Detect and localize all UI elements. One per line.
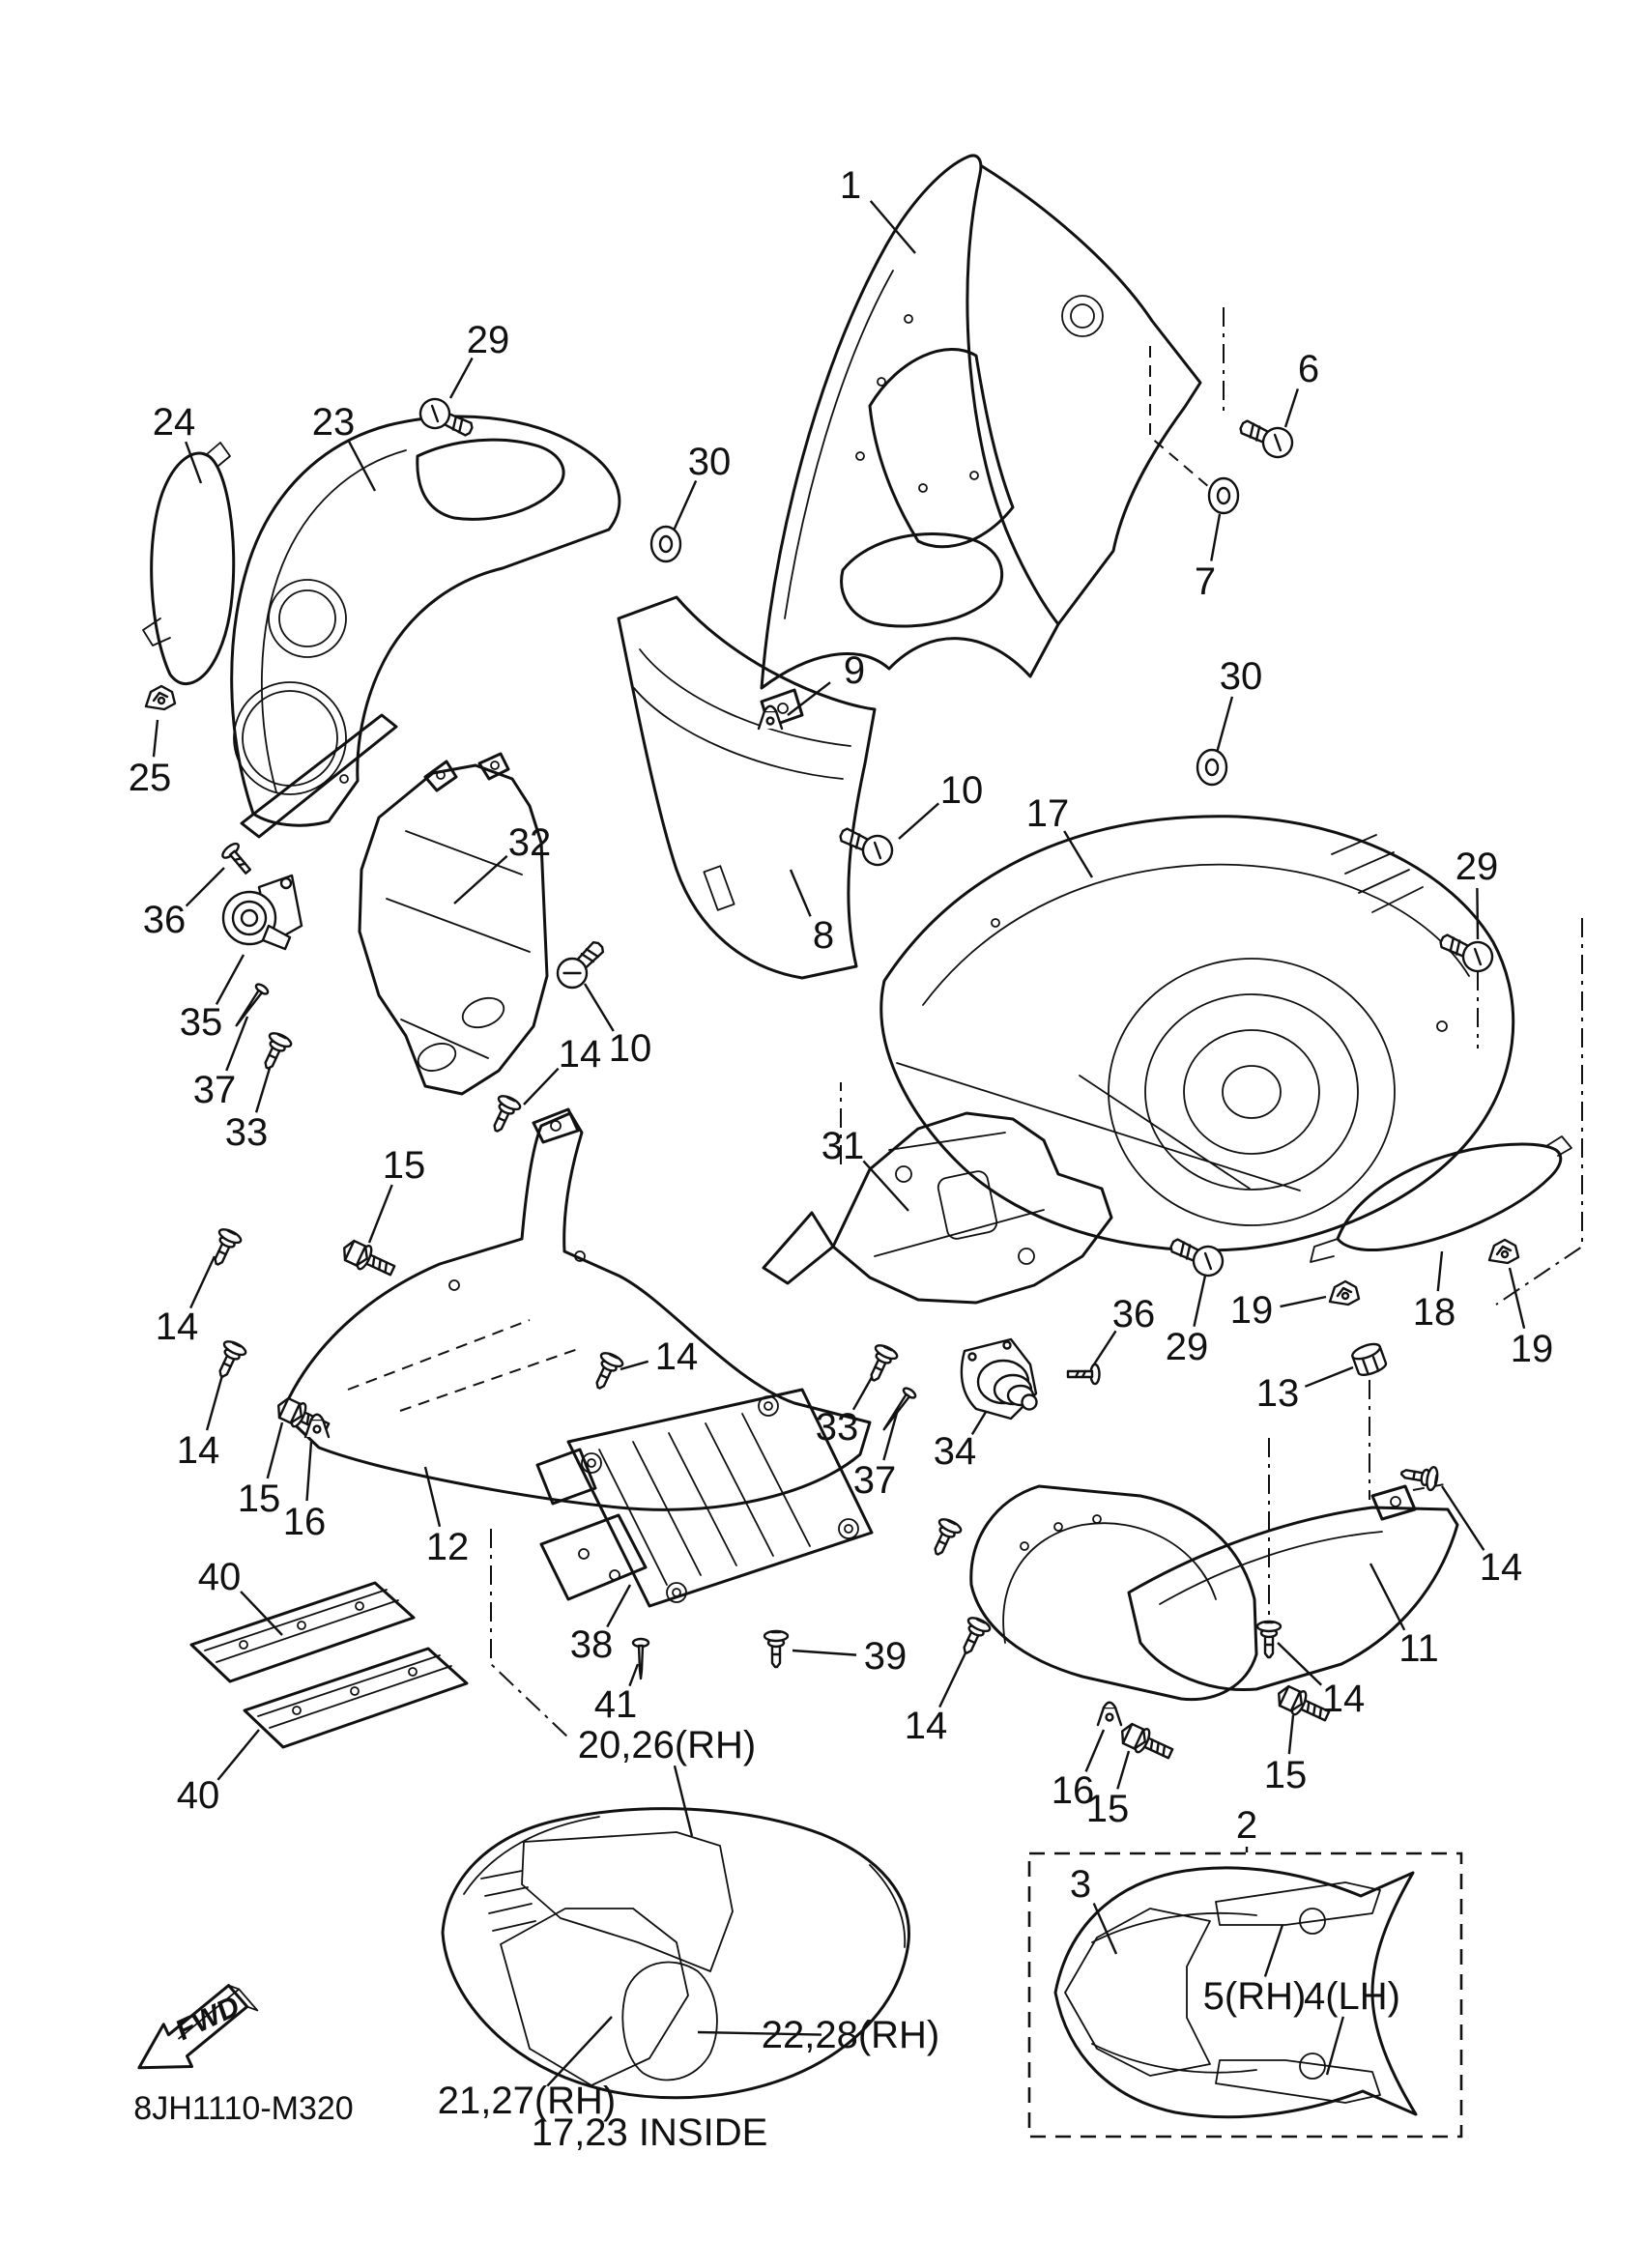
part-label: 6 (1297, 348, 1320, 390)
part-label: 31 (821, 1125, 865, 1167)
part-label: 40 (176, 1774, 220, 1817)
part-label: 20,26(RH) (577, 1724, 757, 1766)
part-label: 5(RH) (1202, 1975, 1307, 2018)
part-label: 35 (179, 1001, 223, 1044)
part-label: 14 (654, 1335, 699, 1378)
part-label: 15 (1085, 1788, 1130, 1830)
part-label: 11 (1398, 1627, 1439, 1670)
part-label: 34 (933, 1430, 977, 1473)
leader-line (1477, 888, 1478, 939)
part-label: 38 (569, 1623, 614, 1666)
part-label: 14 (1321, 1678, 1366, 1720)
part-label: 37 (852, 1459, 897, 1502)
part-label: 36 (142, 899, 187, 941)
fwd-label: FWD (172, 1989, 244, 2048)
part-label: 14 (155, 1306, 199, 1348)
part-label: 14 (1479, 1546, 1523, 1589)
part-label: 4(LH) (1303, 1975, 1401, 2018)
part-label: 30 (687, 441, 732, 483)
part-label: 10 (939, 769, 984, 812)
part-label: 41 (593, 1683, 638, 1726)
part-label: 16 (1051, 1769, 1095, 1812)
part-label: 12 (425, 1526, 470, 1568)
part-label: 22,28(RH) (761, 2014, 940, 2056)
part-label: 37 (192, 1069, 237, 1111)
part-label: 39 (863, 1635, 908, 1678)
part-label: 19 (1510, 1328, 1554, 1370)
part-label: 1 (839, 164, 862, 207)
part-label: 33 (224, 1111, 269, 1154)
part-label: 40 (197, 1556, 242, 1598)
part-label: 3 (1069, 1863, 1092, 1906)
part-label: 15 (1263, 1754, 1308, 1796)
part-label: 15 (382, 1144, 426, 1187)
part-label: 32 (507, 821, 552, 864)
part-label: 23 (311, 401, 356, 444)
washer-icon (651, 527, 680, 561)
part-label: 8 (812, 914, 835, 957)
part-label: 14 (176, 1429, 220, 1472)
part-label: 29 (1165, 1326, 1209, 1368)
part-label: 18 (1412, 1291, 1456, 1334)
part-label: 29 (1455, 846, 1499, 888)
part-label: 36 (1111, 1293, 1156, 1335)
part-label: 19 (1229, 1289, 1274, 1332)
part-label: 9 (843, 649, 866, 692)
part-label: 15 (237, 1478, 281, 1520)
part-label: 2 (1235, 1804, 1258, 1847)
part-label: 14 (904, 1705, 948, 1747)
part-label: 33 (815, 1406, 859, 1449)
part-label: 30 (1219, 655, 1263, 698)
part-label: 29 (466, 319, 510, 361)
part-label: 14 (558, 1033, 602, 1076)
part-label: 21,27(RH) (437, 2080, 617, 2122)
washer-icon (1209, 478, 1238, 513)
part-label: 16 (282, 1501, 327, 1543)
part-label: 10 (608, 1027, 652, 1070)
drawing-code: 8JH1110-M320 (133, 2090, 354, 2127)
part-label: 25 (128, 757, 172, 799)
washer-icon (1197, 750, 1226, 785)
part-label: 7 (1194, 560, 1217, 603)
part-label: 24 (152, 401, 196, 444)
part-label: 17 (1025, 792, 1070, 835)
part-label: 17,23 INSIDE (531, 2111, 768, 2154)
part-label: 13 (1255, 1372, 1300, 1415)
